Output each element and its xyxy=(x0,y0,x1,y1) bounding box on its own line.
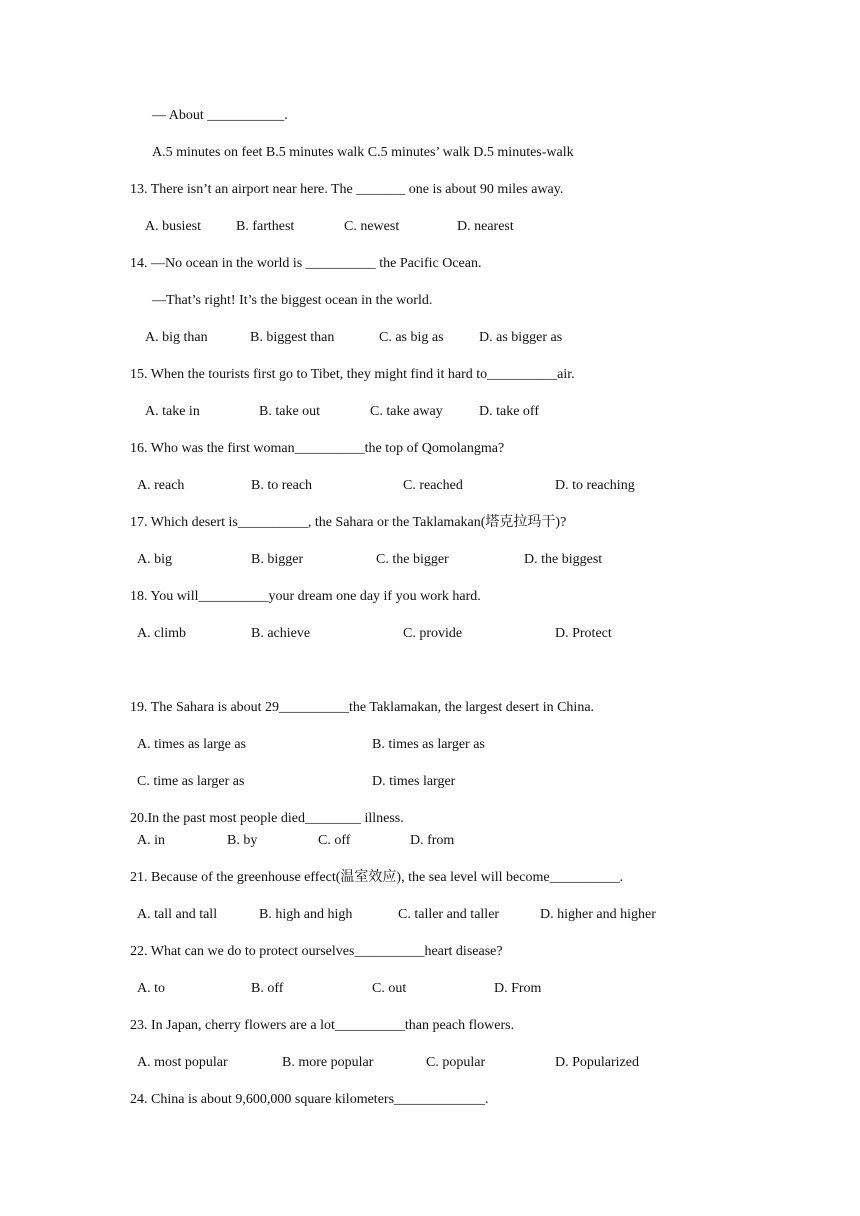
q23-option-d: D. Popularized xyxy=(555,1055,639,1070)
question-19: 19. The Sahara is about 29__________the Taklamakan, the largest desert in China. xyxy=(130,700,595,715)
q16-option-d: D. to reaching xyxy=(555,478,635,493)
q12-options-line: A.5 minutes on feet B.5 minutes walk C.5 minutes’ walk D.5 minutes-walk xyxy=(152,145,574,160)
q21-option-b: B. high and high xyxy=(259,907,353,922)
q19-option-d: D. times larger xyxy=(372,774,456,789)
question-23: 23. In Japan, cherry flowers are a lot__________than peach flowers. xyxy=(130,1018,515,1033)
q15-option-a: A. take in xyxy=(145,404,200,419)
q17-option-a: A. big xyxy=(137,552,172,567)
q17-option-b: B. bigger xyxy=(251,552,304,567)
q21-option-d: D. higher and higher xyxy=(540,907,656,922)
question-20: 20.In the past most people died________ illness. xyxy=(130,811,404,826)
q15-option-d: D. take off xyxy=(479,404,539,419)
q17-option-d: D. the biggest xyxy=(524,552,603,567)
q21-option-c: C. taller and taller xyxy=(398,907,500,922)
q18-option-c: C. provide xyxy=(403,626,463,641)
q14-option-b: B. biggest than xyxy=(250,330,335,345)
q18-option-a: A. climb xyxy=(137,626,186,641)
question-13: 13. There isn’t an airport near here. The _______ one is about 90 miles away. xyxy=(130,182,564,197)
q23-option-b: B. more popular xyxy=(282,1055,374,1070)
q14-option-a: A. big than xyxy=(145,330,208,345)
question-18: 18. You will__________your dream one day if you work hard. xyxy=(130,589,481,604)
q22-option-c: C. out xyxy=(372,981,407,996)
q23-option-c: C. popular xyxy=(426,1055,486,1070)
q13-option-b: B. farthest xyxy=(236,219,295,234)
q12-answer-line: — About ___________. xyxy=(152,108,288,123)
question-22: 22. What can we do to protect ourselves__________heart disease? xyxy=(130,944,503,959)
q17-option-c: C. the bigger xyxy=(376,552,449,567)
q14-reply-line: —That’s right! It’s the biggest ocean in the world. xyxy=(152,293,433,308)
q20-option-b: B. by xyxy=(227,833,258,848)
q19-option-c: C. time as larger as xyxy=(137,774,245,789)
q21-option-a: A. tall and tall xyxy=(137,907,218,922)
q15-option-b: B. take out xyxy=(259,404,321,419)
q19-option-a: A. times as large as xyxy=(137,737,246,752)
question-17: 17. Which desert is__________, the Sahara or the Taklamakan(塔克拉玛干)? xyxy=(130,515,567,530)
q22-option-a: A. to xyxy=(137,981,165,996)
q13-option-c: C. newest xyxy=(344,219,400,234)
question-24: 24. China is about 9,600,000 square kilometers_____________. xyxy=(130,1092,489,1107)
question-16: 16. Who was the first woman__________the top of Qomolangma? xyxy=(130,441,505,456)
q13-option-d: D. nearest xyxy=(457,219,514,234)
q22-option-d: D. From xyxy=(494,981,542,996)
q20-option-d: D. from xyxy=(410,833,455,848)
q23-option-a: A. most popular xyxy=(137,1055,228,1070)
q18-option-d: D. Protect xyxy=(555,626,612,641)
q22-option-b: B. off xyxy=(251,981,284,996)
q15-option-c: C. take away xyxy=(370,404,443,419)
question-21: 21. Because of the greenhouse effect(温室效应), the sea level will become__________. xyxy=(130,870,624,885)
q16-option-a: A. reach xyxy=(137,478,185,493)
question-15: 15. When the tourists first go to Tibet, they might find it hard to__________air. xyxy=(130,367,575,382)
q20-option-a: A. in xyxy=(137,833,165,848)
q14-option-d: D. as bigger as xyxy=(479,330,563,345)
question-14: 14. —No ocean in the world is __________ the Pacific Ocean. xyxy=(130,256,482,271)
q14-option-c: C. as big as xyxy=(379,330,444,345)
q18-option-b: B. achieve xyxy=(251,626,311,641)
q20-option-c: C. off xyxy=(318,833,351,848)
q13-option-a: A. busiest xyxy=(145,219,201,234)
q16-option-b: B. to reach xyxy=(251,478,313,493)
q16-option-c: C. reached xyxy=(403,478,463,493)
q19-option-b: B. times as larger as xyxy=(372,737,485,752)
